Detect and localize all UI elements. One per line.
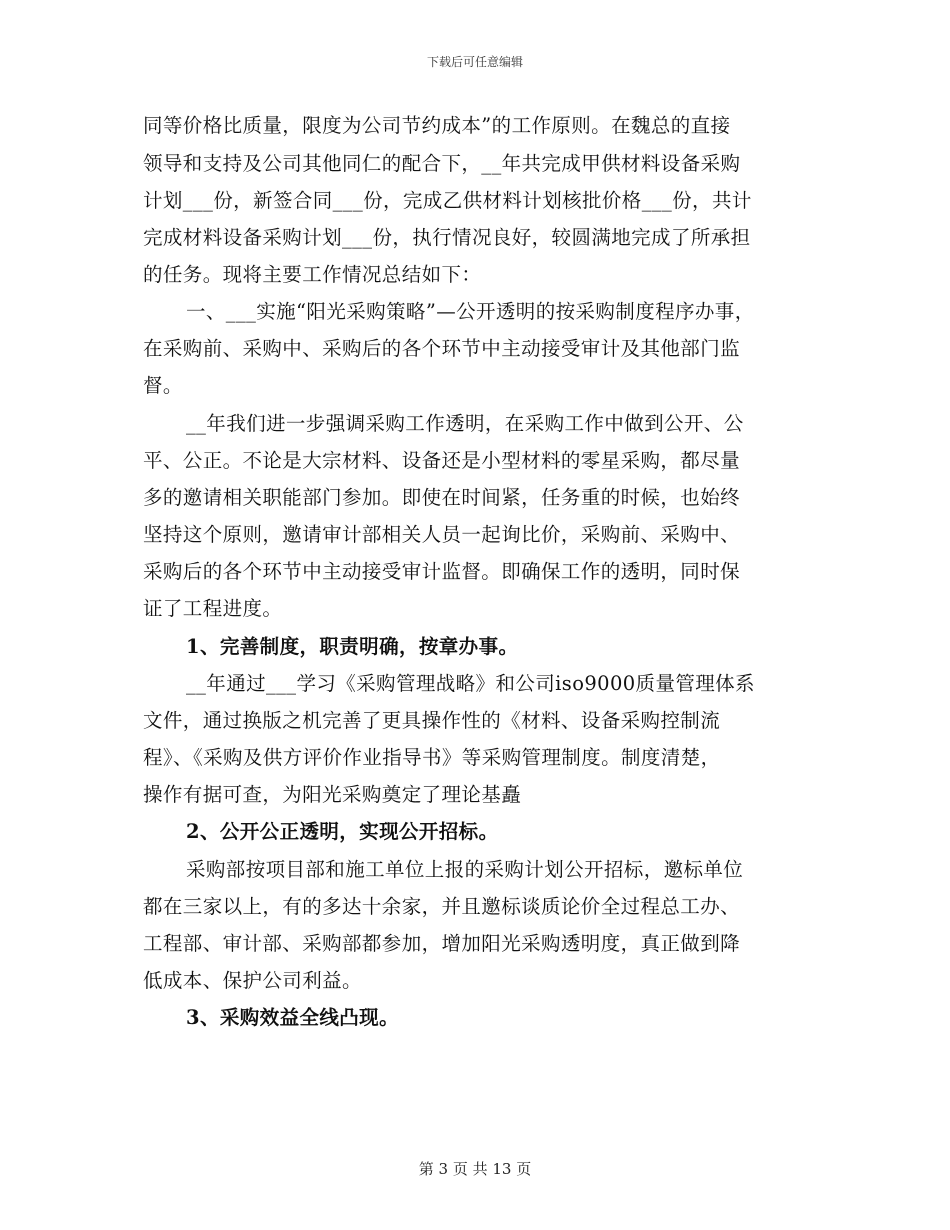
body-line: 低成本、保护公司利益。	[143, 969, 362, 992]
body-line: 文件，通过换版之机完善了更具操作性的《材料、设备采购控制流	[143, 709, 721, 732]
body-line: 都在三家以上，有的多达十余家，并且邀标谈质论价全过程总工办、	[143, 895, 741, 918]
body-line: 坚持这个原则，邀请审计部相关人员一起询比价，采购前、采购中、	[143, 523, 741, 546]
section-heading: 一、___实施“阳光采购策略”—公开透明的按采购制度程序办事，	[186, 300, 755, 323]
body-line: 领导和支持及公司其他同仁的配合下，__年共完成甲供材料设备采购	[143, 152, 741, 175]
body-line: 计划___份，新签合同___份，完成乙供材料计划核批价格___份，共计	[143, 189, 752, 212]
body-line: 采购后的各个环节中主动接受审计监督。即确保工作的透明，同时保	[143, 560, 741, 583]
body-line: 同等价格比质量，限度为公司节约成本”的工作原则。在魏总的直接	[143, 114, 731, 137]
page-header: 下载后可任意编辑	[426, 55, 523, 69]
body-line: 完成材料设备采购计划___份，执行情况良好，较圆满地完成了所承担	[143, 226, 751, 249]
body-line: 操作有据可查，为阳光采购奠定了理论基矗	[143, 783, 522, 806]
subheading-3: 3、采购效益全线凸现。	[186, 1006, 399, 1029]
paragraph-start: 采购部按项目部和施工单位上报的采购计划公开招标，邀标单位	[186, 858, 744, 881]
body-line: 多的邀请相关职能部门参加。即使在时间紧，任务重的时候，也始终	[143, 486, 741, 509]
paragraph-start: __年通过___学习《采购管理战略》和公司iso9000质量管理体系	[186, 672, 755, 695]
body-line: 平、公正。不论是大宗材料、设备还是小型材料的零星采购，都尽量	[143, 449, 741, 472]
body-line: 证了工程进度。	[143, 597, 283, 620]
subheading-2: 2、公开公正透明，实现公开招标。	[186, 820, 499, 843]
body-line: 的任务。现将主要工作情况总结如下：	[143, 263, 482, 286]
body-line: 在采购前、采购中、采购后的各个环节中主动接受审计及其他部门监	[143, 337, 741, 360]
subheading-1: 1、完善制度，职责明确，按章办事。	[186, 635, 519, 658]
paragraph-start: __年我们进一步强调采购工作透明，在采购工作中做到公开、公	[186, 412, 744, 435]
page-number: 第 3 页 共 13 页	[418, 1160, 532, 1178]
body-line: 工程部、审计部、采购部都参加，增加阳光采购透明度，真正做到降	[143, 932, 741, 955]
body-line: 督。	[143, 374, 183, 397]
body-line: 程》、《采购及供方评价作业指导书》等采购管理制度。制度清楚，	[143, 746, 721, 769]
